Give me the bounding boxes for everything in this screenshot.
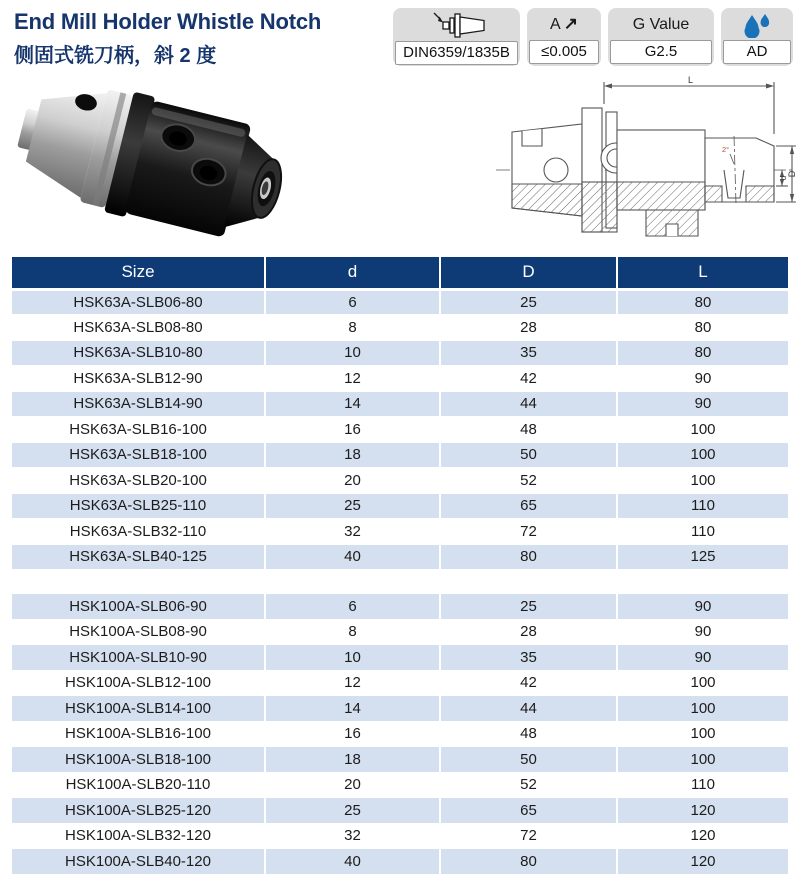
value-cell: 16 [265, 417, 440, 443]
technical-drawing [494, 74, 798, 256]
size-cell: HSK63A-SLB16-100 [69, 420, 207, 438]
value-cell: 120 [617, 849, 788, 875]
tool-holder-icon [395, 10, 518, 41]
water-drops-icon [723, 10, 791, 40]
table-row [12, 442, 788, 468]
value-cell: 72 [440, 519, 617, 545]
value-cell: 40 [265, 849, 440, 875]
badge-runout-value: ≤0.005 [529, 40, 599, 64]
value-cell: 100 [617, 442, 788, 468]
spec-table [12, 257, 788, 875]
value-cell: 120 [617, 823, 788, 849]
value-cell: 80 [440, 849, 617, 875]
group-gap-row [12, 570, 788, 594]
column-header-L: L [617, 257, 788, 289]
value-cell: 120 [617, 798, 788, 824]
value-cell: 12 [265, 366, 440, 392]
table-row [12, 619, 788, 645]
value-cell: 90 [617, 366, 788, 392]
table-row [12, 544, 788, 570]
size-cell: HSK100A-SLB18-100 [12, 747, 265, 773]
value-cell: 25 [440, 289, 617, 315]
size-cell: HSK63A-SLB12-90 [73, 369, 203, 387]
value-cell: 100 [617, 670, 788, 696]
badge-g-value-text: G2.5 [610, 40, 712, 64]
table-row [12, 696, 788, 722]
table-row [12, 747, 788, 773]
value-cell: 100 [617, 417, 788, 443]
value-cell: 50 [440, 747, 617, 773]
value-cell: 18 [265, 442, 440, 468]
table-header-row [12, 257, 788, 289]
badge-coolant [721, 8, 793, 66]
table-row [12, 798, 788, 824]
size-cell: HSK100A-SLB32-120 [65, 827, 211, 845]
value-cell: 48 [440, 417, 617, 443]
value-cell: 12 [265, 670, 440, 696]
value-cell: 25 [265, 493, 440, 519]
value-cell: 125 [617, 544, 788, 570]
table-row [12, 493, 788, 519]
value-cell: 90 [617, 645, 788, 671]
page-title: End Mill Holder Whistle Notch [14, 9, 322, 34]
value-cell: 8 [265, 619, 440, 645]
table-row [12, 823, 788, 849]
value-cell: 65 [440, 798, 617, 824]
value-cell: 35 [440, 645, 617, 671]
value-cell: 110 [617, 772, 788, 798]
badge-g-value [608, 8, 714, 66]
value-cell: 42 [440, 366, 617, 392]
value-cell: 28 [440, 619, 617, 645]
value-cell: 100 [617, 747, 788, 773]
value-cell: 20 [265, 772, 440, 798]
column-header-size: Size [12, 257, 265, 289]
size-cell: HSK100A-SLB16-100 [65, 725, 211, 743]
page-title-block [14, 8, 321, 68]
dim-label-L: L [688, 75, 694, 85]
size-cell: HSK100A-SLB14-100 [12, 696, 265, 722]
spec-badges [393, 8, 793, 66]
dim-label-D: D [787, 170, 797, 178]
value-cell: 44 [440, 696, 617, 722]
dim-label-angle: 2° [722, 145, 730, 154]
value-cell: 6 [265, 594, 440, 620]
value-cell: 52 [440, 772, 617, 798]
value-cell: 20 [265, 468, 440, 494]
product-photo [12, 74, 294, 252]
value-cell: 100 [617, 721, 788, 747]
badge-runout-label: A [550, 15, 561, 33]
value-cell: 52 [440, 468, 617, 494]
table-row [12, 519, 788, 545]
size-cell: HSK63A-SLB32-110 [69, 522, 207, 540]
table-row [12, 289, 788, 315]
size-cell: HSK100A-SLB40-120 [12, 849, 265, 875]
size-cell: HSK63A-SLB14-90 [12, 391, 265, 417]
table-row [12, 340, 788, 366]
table-row [12, 315, 788, 341]
value-cell: 18 [265, 747, 440, 773]
value-cell: 28 [440, 315, 617, 341]
size-cell: HSK63A-SLB10-80 [12, 340, 265, 366]
value-cell: 90 [617, 619, 788, 645]
value-cell: 40 [265, 544, 440, 570]
badge-runout [527, 8, 601, 66]
badge-din-standard [393, 8, 520, 66]
table-row [12, 594, 788, 620]
value-cell: 65 [440, 493, 617, 519]
table-row [12, 366, 788, 392]
badge-coolant-value: AD [723, 40, 791, 64]
value-cell: 14 [265, 391, 440, 417]
table-row [12, 849, 788, 875]
size-cell: HSK63A-SLB18-100 [12, 442, 265, 468]
value-cell: 110 [617, 519, 788, 545]
size-cell: HSK100A-SLB10-90 [12, 645, 265, 671]
size-cell: HSK63A-SLB40-125 [12, 544, 265, 570]
badge-g-label: G Value [632, 15, 690, 33]
table-row [12, 645, 788, 671]
size-cell: HSK100A-SLB06-90 [12, 594, 265, 620]
table-row [12, 772, 788, 798]
value-cell: 90 [617, 391, 788, 417]
value-cell: 35 [440, 340, 617, 366]
size-cell: HSK63A-SLB08-80 [73, 318, 203, 336]
table-row [12, 670, 788, 696]
value-cell: 44 [440, 391, 617, 417]
value-cell: 25 [440, 594, 617, 620]
value-cell: 100 [617, 696, 788, 722]
dim-label-d: d [779, 175, 788, 181]
value-cell: 110 [617, 493, 788, 519]
value-cell: 16 [265, 721, 440, 747]
value-cell: 6 [265, 289, 440, 315]
size-cell: HSK100A-SLB25-120 [12, 798, 265, 824]
value-cell: 72 [440, 823, 617, 849]
value-cell: 14 [265, 696, 440, 722]
value-cell: 10 [265, 645, 440, 671]
size-cell: HSK63A-SLB06-80 [12, 289, 265, 315]
size-cell: HSK100A-SLB20-110 [65, 776, 211, 794]
table-row [12, 417, 788, 443]
value-cell: 25 [265, 798, 440, 824]
value-cell: 80 [617, 315, 788, 341]
value-cell: 8 [265, 315, 440, 341]
value-cell: 90 [617, 594, 788, 620]
value-cell: 48 [440, 721, 617, 747]
value-cell: 50 [440, 442, 617, 468]
table-row [12, 391, 788, 417]
value-cell: 100 [617, 468, 788, 494]
value-cell: 10 [265, 340, 440, 366]
size-cell: HSK100A-SLB12-100 [65, 674, 211, 692]
size-cell: HSK63A-SLB20-100 [69, 471, 207, 489]
value-cell: 80 [617, 340, 788, 366]
column-header-d: d [265, 257, 440, 289]
value-cell: 80 [617, 289, 788, 315]
size-cell: HSK100A-SLB08-90 [69, 623, 207, 641]
value-cell: 42 [440, 670, 617, 696]
value-cell: 32 [265, 519, 440, 545]
arrow-northeast-icon: ↗ [563, 13, 578, 33]
value-cell: 80 [440, 544, 617, 570]
badge-din-value: DIN6359/1835B [395, 41, 518, 65]
value-cell: 32 [265, 823, 440, 849]
table-row [12, 468, 788, 494]
column-header-D: D [440, 257, 617, 289]
size-cell: HSK63A-SLB25-110 [12, 493, 265, 519]
page-subtitle-zh: 侧固式铣刀柄，斜 2 度 [14, 44, 217, 67]
table-row [12, 721, 788, 747]
